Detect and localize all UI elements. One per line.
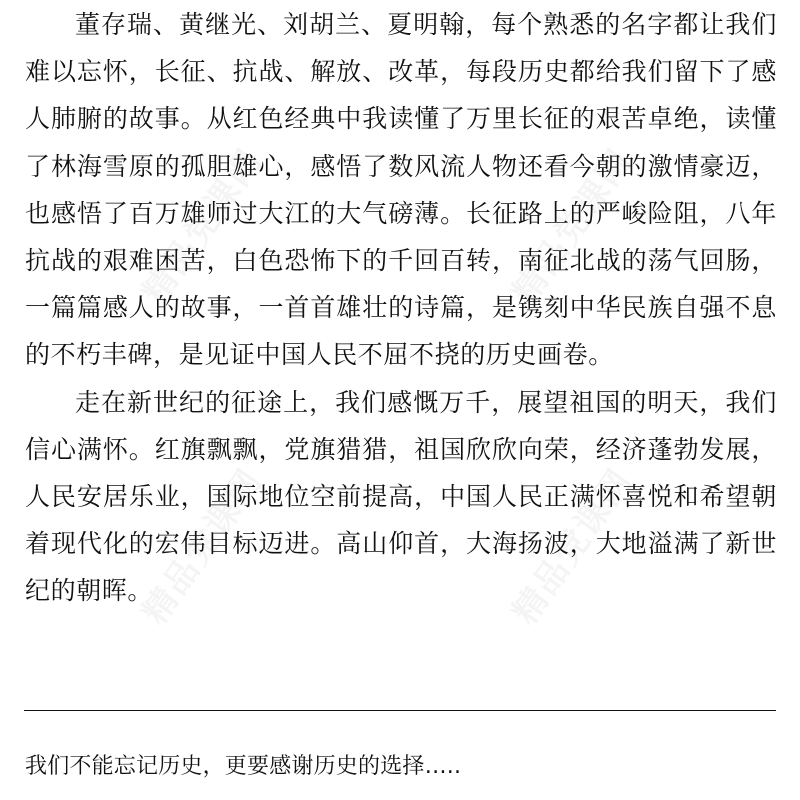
document-body [25,0,777,615]
paragraph-new-century: 走在新世纪的征途上，我们感慨万千，展望祖国的明天，我们信心满怀。红旗飘飘，党旗猎猎，祖国欣欣向荣，经济蓬勃发展，人民安居乐业，国际地位空前提高，中国人民正满怀喜悦和希望朝着现代化的宏伟目标迈进。高山仰首，大海扬波，大地溢满了新世纪的朝晖。 [25,387,777,606]
paragraph-history: 董存瑞、黄继光、刘胡兰、夏明翰，每个熟悉的名字都让我们难以忘怀，长征、抗战、解放、改革，每段历史都给我们留下了感人肺腑的故事。从红色经典中我读懂了万里长征的艰苦卓绝，读懂了林海雪原的孤胆雄心，感悟了数风流人物还看今朝的激情豪迈，也感悟了百万雄师过大江的大气磅薄。长征路上的严峻险阻，八年抗战的艰难困苦，白色恐怖下的千回百转，南征北战的荡气回肠，一篇篇感人的故事，一首首雄壮的诗篇，是镌刻中华民族自强不息的不朽丰碑，是见证中国人民不屈不挠的历史画卷。 [25,10,777,370]
closing-line: 我们不能忘记历史，更要感谢历史的选择….. [25,754,462,779]
horizontal-divider [24,710,776,711]
